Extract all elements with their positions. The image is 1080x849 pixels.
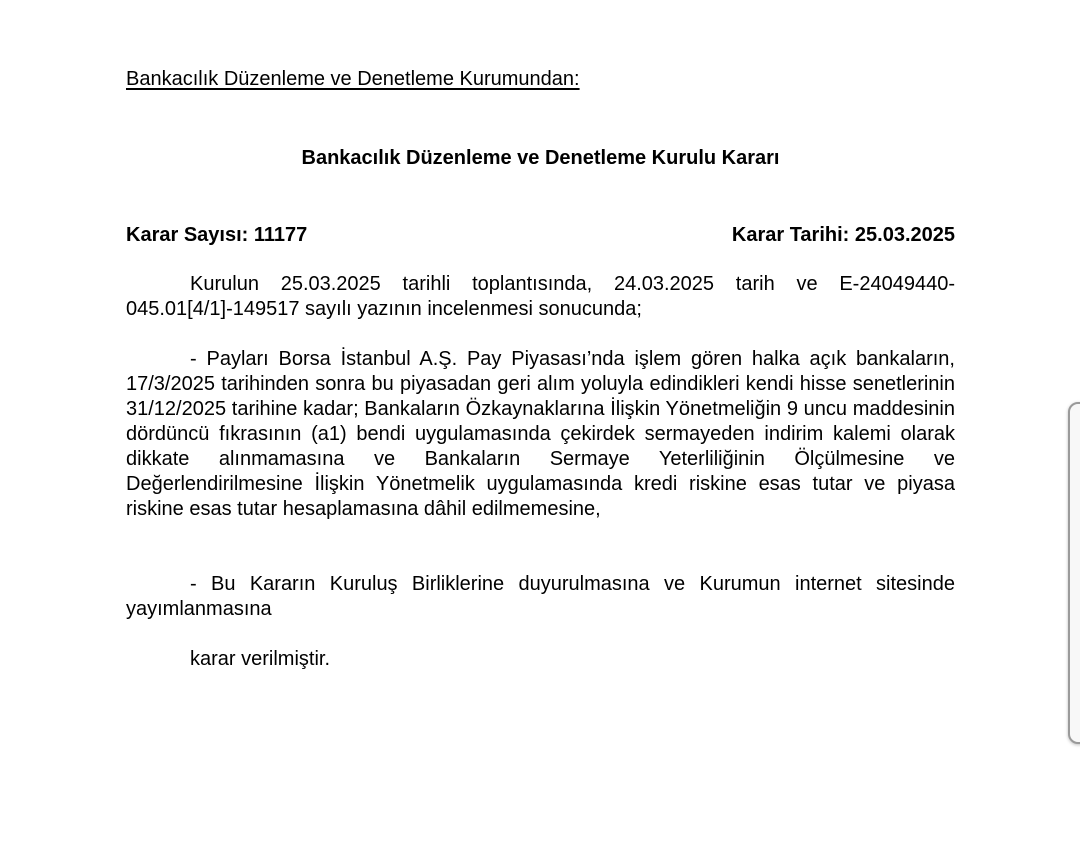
- issuer-heading: Bankacılık Düzenleme ve Denetleme Kurumundan:: [126, 68, 580, 90]
- document-title: Bankacılık Düzenleme ve Denetleme Kurulu Kararı: [301, 147, 780, 169]
- paragraph-decision-item-1: - Payları Borsa İstanbul A.Ş. Pay Piyasası’nda işlem gören halka açık bankaların, 17/3/2025 tarihinden sonra bu piyasadan geri alım yoluyla edindikleri kendi hisse senetlerinin 31/12/2025 tarihine kadar; Bankaların Özkaynaklarına İlişkin Yönetmeliğin 9 uncu maddesinin dördüncü fıkrasının (a1) bendi uygulamasında çekirdek sermayeden indirim kalemi olarak dikkate alınmamasına ve Bankaların Sermaye Yeterliliğinin Ölçülmesine ve Değerlendirilmesine İlişkin Yönetmelik uygulamasında kredi riskine esas tutar ve piyasa riskine esas tutar hesaplamasına dâhil edilmemesine,: [126, 348, 955, 520]
- paragraph-closing: karar verilmiştir.: [190, 648, 331, 670]
- scroll-handle[interactable]: [1068, 402, 1080, 744]
- paragraph-decision-item-2: - Bu Kararın Kuruluş Birliklerine duyurulmasına ve Kurumun internet sitesinde yayımlanmasına: [126, 573, 955, 620]
- decision-meta-row: [126, 224, 955, 247]
- paragraph-intro: Kurulun 25.03.2025 tarihli toplantısında, 24.03.2025 tarih ve E-24049440-045.01[4/1]-149517 sayılı yazının incelenmesi sonucunda;: [126, 273, 955, 320]
- decision-number: Karar Sayısı: 11177: [126, 224, 308, 246]
- decision-date: Karar Tarihi: 25.03.2025: [731, 224, 955, 246]
